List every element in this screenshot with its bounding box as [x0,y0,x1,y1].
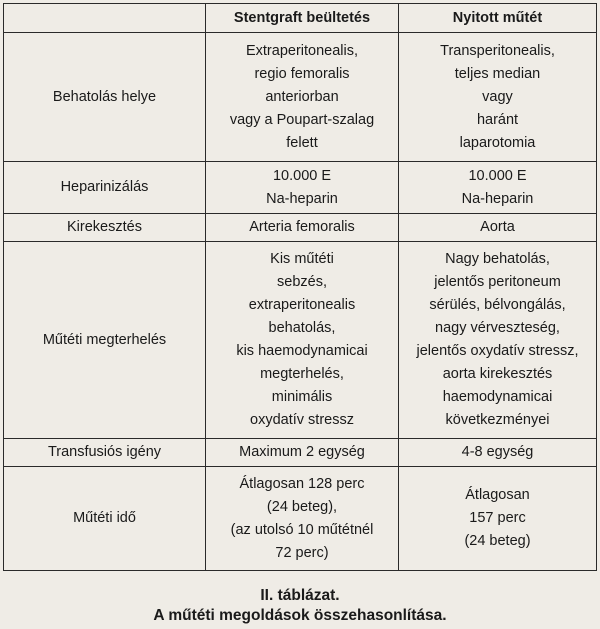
row-label: Heparinizálás [4,162,206,214]
caption-title: A műtéti megoldások összehasonlítása. [153,607,447,624]
stentgraft-cell: Kis műtéti sebzés, extraperitonealis behatolás, kis haemodynamicai megterhelés, minimális oxydatív stressz [206,242,399,439]
table-row [4,242,597,439]
row-label: Behatolás helye [4,33,206,162]
open-surgery-cell: 4-8 egység [399,439,597,467]
stentgraft-cell: Arteria femoralis [206,214,399,242]
stentgraft-cell: Extraperitonealis, regio femoralis anteriorban vagy a Poupart-szalag felett [206,33,399,162]
open-surgery-cell: Átlagosan 157 perc (24 beteg) [399,467,597,571]
comparison-table [3,3,597,571]
stentgraft-cell: Átlagosan 128 perc (24 beteg), (az utolsó 10 műtétnél 72 perc) [206,467,399,571]
row-label: Transfusiós igény [4,439,206,467]
row-label: Műtéti megterhelés [4,242,206,439]
open-surgery-cell: Transperitonealis, teljes median vagy haránt laparotomia [399,33,597,162]
header-row [4,4,597,33]
table-row [4,439,597,467]
table-row [4,467,597,571]
open-surgery-cell: 10.000 E Na-heparin [399,162,597,214]
open-surgery-cell: Aorta [399,214,597,242]
header-stentgraft: Stentgraft beültetés [206,4,399,33]
row-label: Kirekesztés [4,214,206,242]
caption-number: II. táblázat. [260,587,340,604]
header-open-surgery: Nyitott műtét [399,4,597,33]
row-label: Műtéti idő [4,467,206,571]
open-surgery-cell: Nagy behatolás, jelentős peritoneum sérülés, bélvongálás, nagy vérveszteség, jelentős oxydatív stressz, aorta kirekesztés haemodynamicai következményei [399,242,597,439]
table-row [4,214,597,242]
table-caption [0,586,600,626]
stentgraft-cell: Maximum 2 egység [206,439,399,467]
header-empty [4,4,206,33]
stentgraft-cell: 10.000 E Na-heparin [206,162,399,214]
table-row [4,162,597,214]
table-row [4,33,597,162]
